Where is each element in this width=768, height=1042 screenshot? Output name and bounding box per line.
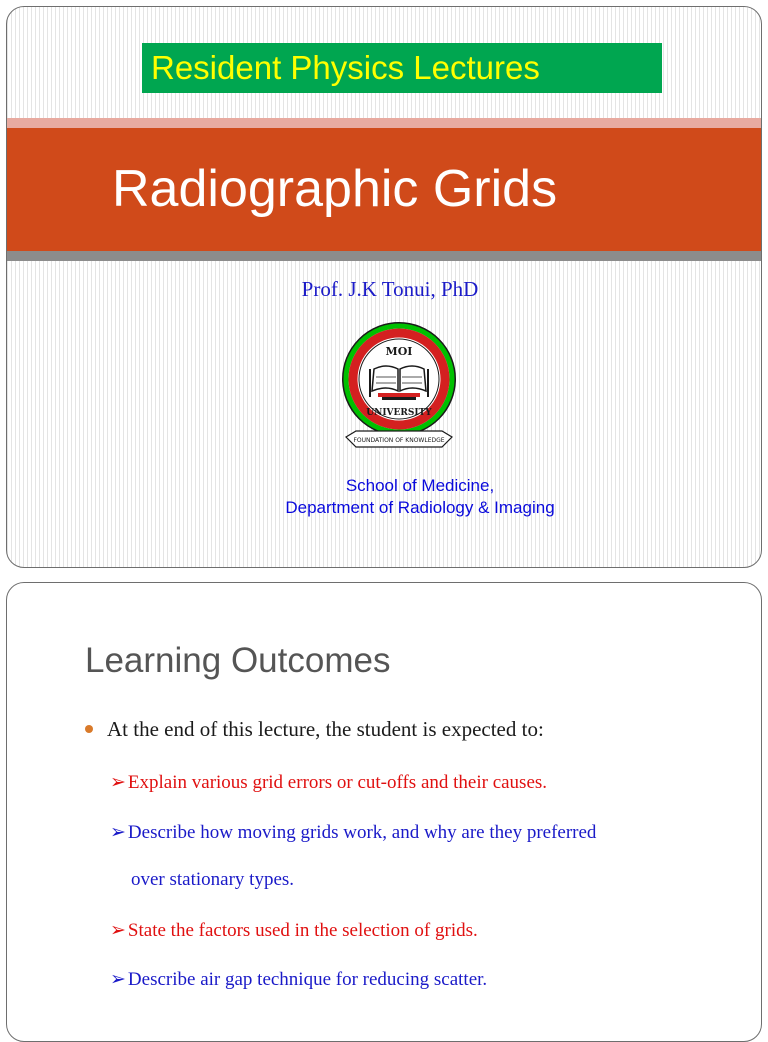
department-name: Department of Radiology & Imaging [285,498,555,517]
logo-top-text: MOI [385,345,413,358]
outcome-text: Explain various grid errors or cut-offs and their causes. [127,772,548,793]
outcome-text: State the factors used in the selection of grids. [127,920,478,941]
outcome-text: Describe air gap technique for reducing scatter. [127,969,488,990]
school-name: School of Medicine, [345,476,495,495]
title-bottom-strip [7,251,761,261]
learning-outcomes-slide [6,582,762,1042]
logo-bottom-text: UNIVERSITY [366,408,432,418]
title-bar [7,128,761,251]
logo-motto: FOUNDATION OF KNOWLEDGE [353,437,445,444]
title-top-strip [7,118,761,128]
outcome-continuation: over stationary types. [131,869,295,890]
outcome-item [110,821,596,844]
school-info [7,475,761,519]
arrow-bullet-icon: ➢ [110,772,126,793]
author-name: Prof. J.K Tonui, PhD [301,277,479,301]
moi-university-logo-icon [334,319,464,455]
main-bullet [85,717,544,742]
series-title-banner [142,43,662,93]
outcome-text: Describe how moving grids work, and why are they preferred [127,822,597,843]
title-slide [6,6,762,568]
outcome-item [110,919,478,942]
outcome-item [110,771,547,794]
outcome-item [110,968,487,991]
arrow-bullet-icon: ➢ [110,969,126,990]
slide-title: Radiographic Grids [112,160,558,218]
main-bullet-text: At the end of this lecture, the student is expected to: [107,717,544,741]
slide-heading: Learning Outcomes [85,641,391,680]
arrow-bullet-icon: ➢ [110,822,126,843]
series-title: Resident Physics Lectures [151,49,540,86]
bullet-dot-icon [85,725,93,733]
arrow-bullet-icon: ➢ [110,920,126,941]
